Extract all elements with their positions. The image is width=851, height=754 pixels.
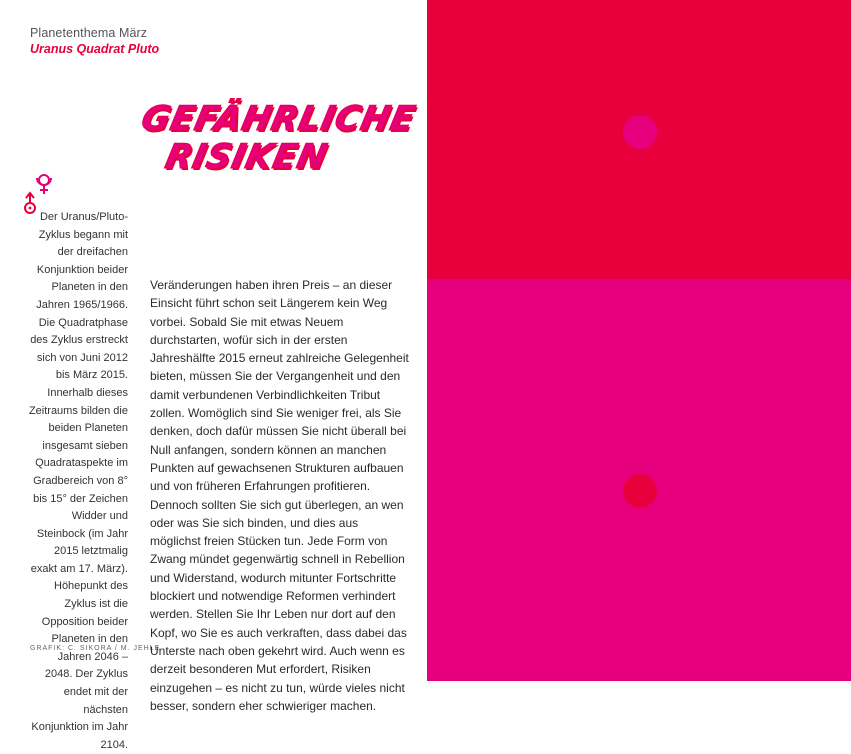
right-page bbox=[427, 0, 851, 681]
headline-line-2: RISIKEN bbox=[161, 137, 332, 177]
magenta-dot bbox=[623, 115, 657, 149]
headline-line-1: GEFÄHRLICHE bbox=[137, 99, 420, 139]
section-kicker: Planetenthema März bbox=[30, 26, 148, 40]
magenta-color-panel bbox=[427, 279, 851, 681]
red-dot bbox=[623, 474, 657, 508]
article-subtitle: Uranus Quadrat Pluto bbox=[30, 42, 160, 56]
body-text: Veränderungen haben ihren Preis – an dieser Einsicht führt schon seit Längerem kein Weg vorbei. Sobald Sie mit etwas Neuem durchstarten, wofür sich in der ersten Jahreshälfte 2015 erneut zahlreiche Gelegenheit bieten, müssen Sie der Vergangenheit und den damit verbundenen Verbindlichkeiten Tribut zollen. Womöglich sind Sie weniger frei, als Sie denken, doch dafür müssen Sie nicht überall bei Null anfangen, sondern können an manchen Punkten auf gewachsenen Strukturen aufbauen und von früheren Erfahrungen profitieren. Dennoch sollten Sie sich gut überlegen, an wen oder was Sie sich binden, und dies aus möglichst freien Stücken tun. Jede Form von Zwang mündet gegenwärtig schnell in Rebellion und Widerstand, wodurch mitunter Fortschritte blockiert und notwendige Reformen verhindert werden. Stellen Sie Ihr Leben nur dort auf den Kopf, wo Sie es auch verkraften, dass dabei das Unterste nach oben gekehrt wird. Auch wenn es derzeit besonderen Mut erfordert, Risiken einzugehen – es nicht zu tun, würde vieles nicht besser, sondern eher schwieriger machen. bbox=[150, 278, 409, 713]
main-text-column bbox=[150, 276, 412, 715]
sidebar-text: Der Uranus/Pluto-Zyklus begann mit der dreifachen Konjunktion beider Planeten in den Jahren 1965/1966. Die Quadratphase des Zyklus erstreckt sich von Juni 2012 bis März 2015. Innerhalb dieses Zeitraums bilden die beiden Planeten insgesamt sieben Quadrataspekte im Gradbereich von 8° bis 15° der Zeichen Widder und Steinbock (im Jahr 2015 letztmalig exakt am 17. März). Höhepunkt des Zyklus ist die Opposition beider Planeten in den Jahren 2046 – 2048. Der Zyklus endet mit der nächsten Konjunktion im Jahr 2104. bbox=[28, 211, 128, 751]
red-color-panel bbox=[427, 0, 851, 279]
article-headline bbox=[130, 99, 420, 177]
left-page bbox=[0, 0, 427, 751]
graphic-credit: GRAFIK: C. SIKORA / M. JEHLE bbox=[30, 645, 161, 652]
sidebar-info-column bbox=[28, 209, 128, 754]
